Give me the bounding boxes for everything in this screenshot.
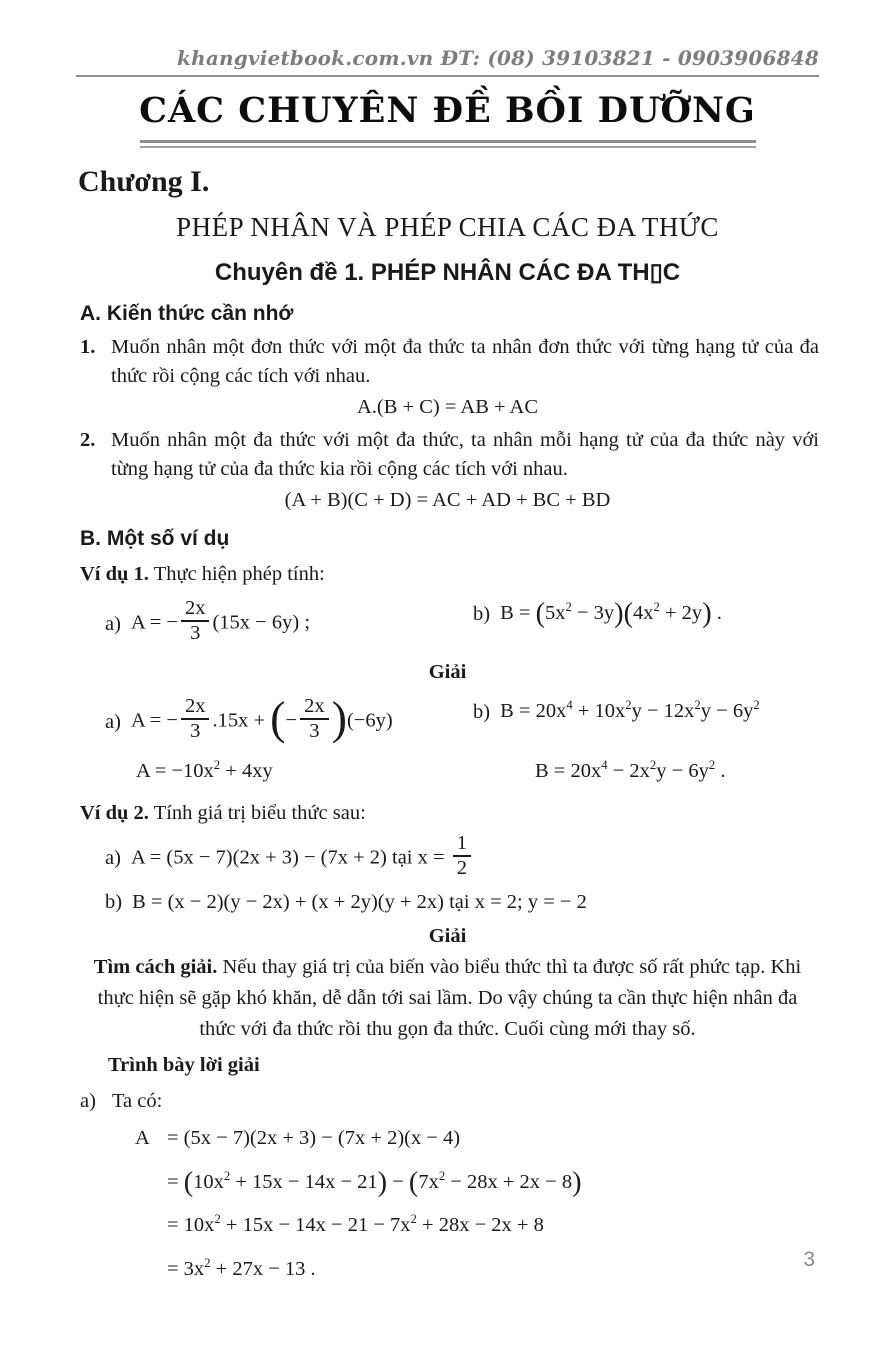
solution-2a-intro-text: Ta có: — [111, 1089, 163, 1112]
equation-line-1-math: = (5x − 7)(2x + 3) − (7x + 2)(x − 4) — [167, 1126, 461, 1149]
header-site-info: khangvietbook.com.vn ĐT: (08) 39103821 - 0903906848 — [177, 46, 819, 70]
example-2b-formula: B = (x − 2)(y − 2x) + (x + 2y)(y + 2x) tại x = 2; y = − 2 — [132, 890, 587, 913]
formula-monomial-rule: A.(B + C) = AB + AC — [356, 396, 539, 419]
example-1-solution-heading: Giải — [428, 661, 467, 684]
section-a-heading: A. Kiến thức cần nhớ — [80, 302, 294, 325]
item-1-text: Muốn nhân một đơn thức với một đa thức ta nhân đơn thức với từng hạng tử của đa thức rồi cộng các tích với nhau. — [111, 336, 819, 388]
example-1-solution-row-1 — [105, 692, 895, 746]
example-2-intro-text: Tính giá trị biểu thức sau: — [148, 801, 366, 824]
equation-line-2-math: = $(10x^2 + 15x - 14x - 21) - (7x^2 - 28x + 2x - 8)$ — [167, 1166, 582, 1198]
solution-1b-step-2: $B = 20x^4 - 2x^2y - 6y^2$ . — [535, 758, 726, 783]
item-2-text: Muốn nhân một đa thức với một đa thức, ta nhân mỗi hạng tử của đa thức này với từng hạng tử của đa thức kia rồi cộng các tích với nhau. — [111, 429, 819, 481]
solution-1b-label: b) — [473, 700, 491, 723]
book-title: CÁC CHUYÊN ĐỀ BỒI DƯỠNG — [139, 90, 756, 131]
equation-line-1 — [135, 1123, 895, 1154]
example-1b-formula: $B = (5x^2 - 3y)(4x^2 + 2y)$ . — [500, 598, 722, 630]
example-2b-label: b) — [105, 891, 123, 914]
example-2-label: Ví dụ 2. — [80, 801, 149, 824]
example-1a-label: a) — [105, 612, 121, 635]
example-2a-row — [105, 831, 895, 883]
chapter-title: PHÉP NHÂN VÀ PHÉP CHIA CÁC ĐA THỨC — [176, 212, 719, 242]
section-b-heading: B. Một số ví dụ — [80, 527, 230, 551]
example-1-intro-text: Thực hiện phép tính: — [148, 563, 325, 586]
example-2a-label: a) — [105, 847, 121, 870]
example-1-label: Ví dụ 1. — [80, 563, 149, 586]
item-1-number: 1. — [80, 336, 96, 358]
equation-line-4 — [135, 1254, 895, 1285]
example-2b-row — [105, 889, 895, 917]
example-1-intro — [80, 563, 895, 586]
chapter-label: Chương I. — [78, 165, 210, 198]
hint-lead: Tìm cách giải. — [93, 955, 218, 978]
formula-polynomial-rule: (A + B)(C + D) = AC + AD + BC + BD — [284, 489, 611, 512]
solution-1b-step-1: $B = 20x^4 + 10x^2y - 12x^2y - 6y^2$ — [500, 698, 760, 723]
page-number: 3 — [803, 1248, 815, 1271]
example-1b-label: b) — [473, 602, 491, 625]
example-1-problems-row — [105, 597, 895, 648]
example-1-solution-row-2 — [105, 758, 895, 786]
presentation-heading: Trình bày lời giải — [108, 1053, 260, 1076]
solution-2a-label: a) — [80, 1089, 96, 1112]
equation-line-2 — [135, 1167, 895, 1198]
example-2a-formula: A = (5x − 7)(2x + 3) − (7x + 2) tại x = $\frac{1}{2}$ — [131, 835, 474, 883]
example-2-solution-heading: Giải — [428, 924, 467, 947]
solution-1a-step-2: $A = -10x^2 + 4xy$ — [136, 758, 273, 783]
hint-text: Nếu thay giá trị của biến vào biểu thức thì ta được số rất phức tạp. Khi thực hiện sẽ gặp khó khăn, dễ dẫn tới sai lầm. Do vậy chúng ta cần thực hiện nhân đa thức với đa thức rồi thu gọn đa thức. Cuối cùng mới thay số. — [97, 955, 802, 1040]
equation-line-3 — [135, 1210, 895, 1241]
header-rule — [76, 75, 819, 77]
topic-title: Chuyên đề 1. PHÉP NHÂN CÁC ĐA TH▯C — [214, 259, 681, 286]
solution-2a-equations — [135, 1123, 895, 1285]
example-2-intro — [80, 802, 895, 825]
item-2-number: 2. — [80, 429, 96, 452]
equation-line-4-math: = $3x^2 + 27x - 13$ . — [167, 1256, 316, 1281]
solution-2a-intro — [80, 1090, 895, 1113]
solution-1a-step-1: A = − $\frac{2x}{3}$ .15x + (− $\frac{2x}{3}$ )(−6y) — [130, 692, 393, 744]
knowledge-item-1 — [80, 333, 819, 391]
equation-line-3-math: = $10x^2 + 15x - 14x - 21 - 7x^2 + 28x - 2x + 8$ — [167, 1212, 544, 1237]
example-1a-formula: A = − $\frac{2x}{3}$ (15x − 6y) ; — [130, 597, 311, 645]
equation-lhs: A — [135, 1126, 150, 1149]
hint-paragraph — [92, 952, 803, 1045]
knowledge-item-2 — [80, 426, 819, 484]
title-double-rule — [140, 140, 756, 148]
solution-1a-label: a) — [105, 710, 121, 733]
